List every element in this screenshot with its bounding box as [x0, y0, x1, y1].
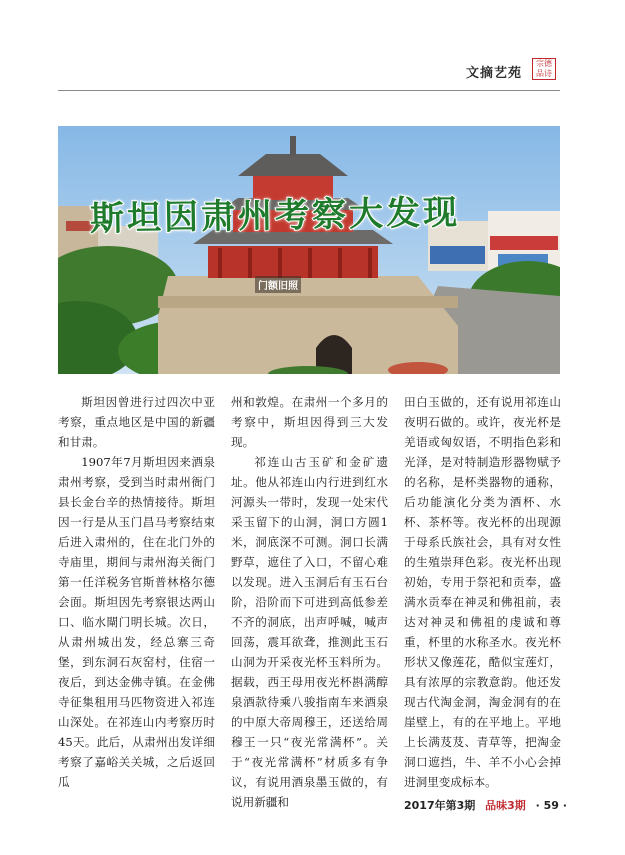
article-column-1 [58, 392, 215, 792]
issue-label: 2017年第3期 [404, 799, 476, 812]
article-column-3 [404, 392, 561, 792]
paragraph: 州和敦煌。在肃州一个多月的考察中，斯坦因得到三大发现。 [231, 395, 388, 449]
paragraph: 田白玉做的，还有说用祁连山夜明石做的。或许，夜光杯是羌语或匈奴语，不明指色彩和光泽，是对特制造形器物赋予的名称，是杯类器物的通称，后功能演化分类为酒杯、水杯、茶杯等。夜光杯的出现源于母系氏族社会，具有对女性的生殖崇拜色彩。夜光杯出现初始，专用于祭祀和贡奉，盛满水贡奉在神灵和佛祖前，表达对神灵和佛祖的虔诚和尊重，杯里的水称圣水。夜光杯形状又像莲花，酷似宝莲灯，具有浓厚的宗教意韵。他还发现古代淘金洞，淘金洞有的在崖壁上，有的在平地上。平地上长满芨芨、青草等，把淘金洞口遮挡，牛、羊不小心会掉进洞里变成标本。 [404, 395, 561, 789]
page-number: · 59 · [535, 799, 567, 812]
drum-tower-photo [58, 126, 560, 374]
paragraph: 祁连山古玉矿和金矿遗址。他从祁连山内行进到红水河源头一带时，发现一处宋代采玉留下的山洞，洞口方圆1米，洞底深不可测。洞口长满野草，遮住了入口，不留心难以发现。进入玉洞后有玉石台阶，沿阶而下可进到高低参差不齐的洞底，出声呼喊，喊声回荡，震耳欲聋，推测此玉石山洞为开采夜光杯玉料所为。据载，西王母用夜光杯斟满醇泉酒款待乘八骏指南车来酒泉的中原大帝周穆王，还送给周穆王一只“夜光常满杯”。关于“夜光常满杯”材质多有争议，有说用酒泉墨玉做的，有说用新疆和 [231, 455, 388, 809]
header-divider [58, 90, 560, 91]
seal-text: 宗德品诗 [536, 59, 552, 78]
article-photo [58, 126, 560, 374]
page-footer [404, 797, 567, 813]
article-headline: 斯坦因肃州考察大发现 [89, 192, 461, 240]
gate-plaque-label: 门额旧照 [255, 276, 301, 293]
paragraph: 斯坦因曾进行过四次中亚考察，重点地区是中国的新疆和甘肃。 [58, 395, 215, 449]
article-column-2 [231, 392, 388, 812]
paragraph: 1907年7月斯坦因来酒泉肃州考察，受到当时肃州衙门县长金台辛的热情接待。斯坦因一行是从玉门昌马考察结束后进入肃州的，住在北门外的寺庙里，期间与肃州海关衙门第一任洋税务官斯普林格尔德会面。斯坦因先考察银达两山口、临水閘门明长城。次日，从肃州城出发，经总寨三奇堡，到东洞石灰窑村，住宿一夜后，到达金佛寺镇。在金佛寺征集租用马匹物资进入祁连山深处。在祁连山内考察历时45天。此后，从肃州出发详细考察了嘉峪关关城，之后返回瓜 [58, 455, 215, 789]
magazine-brand: 品味3期 [485, 799, 526, 812]
section-title: 文摘艺苑 [466, 66, 523, 81]
section-seal-logo [532, 58, 556, 80]
